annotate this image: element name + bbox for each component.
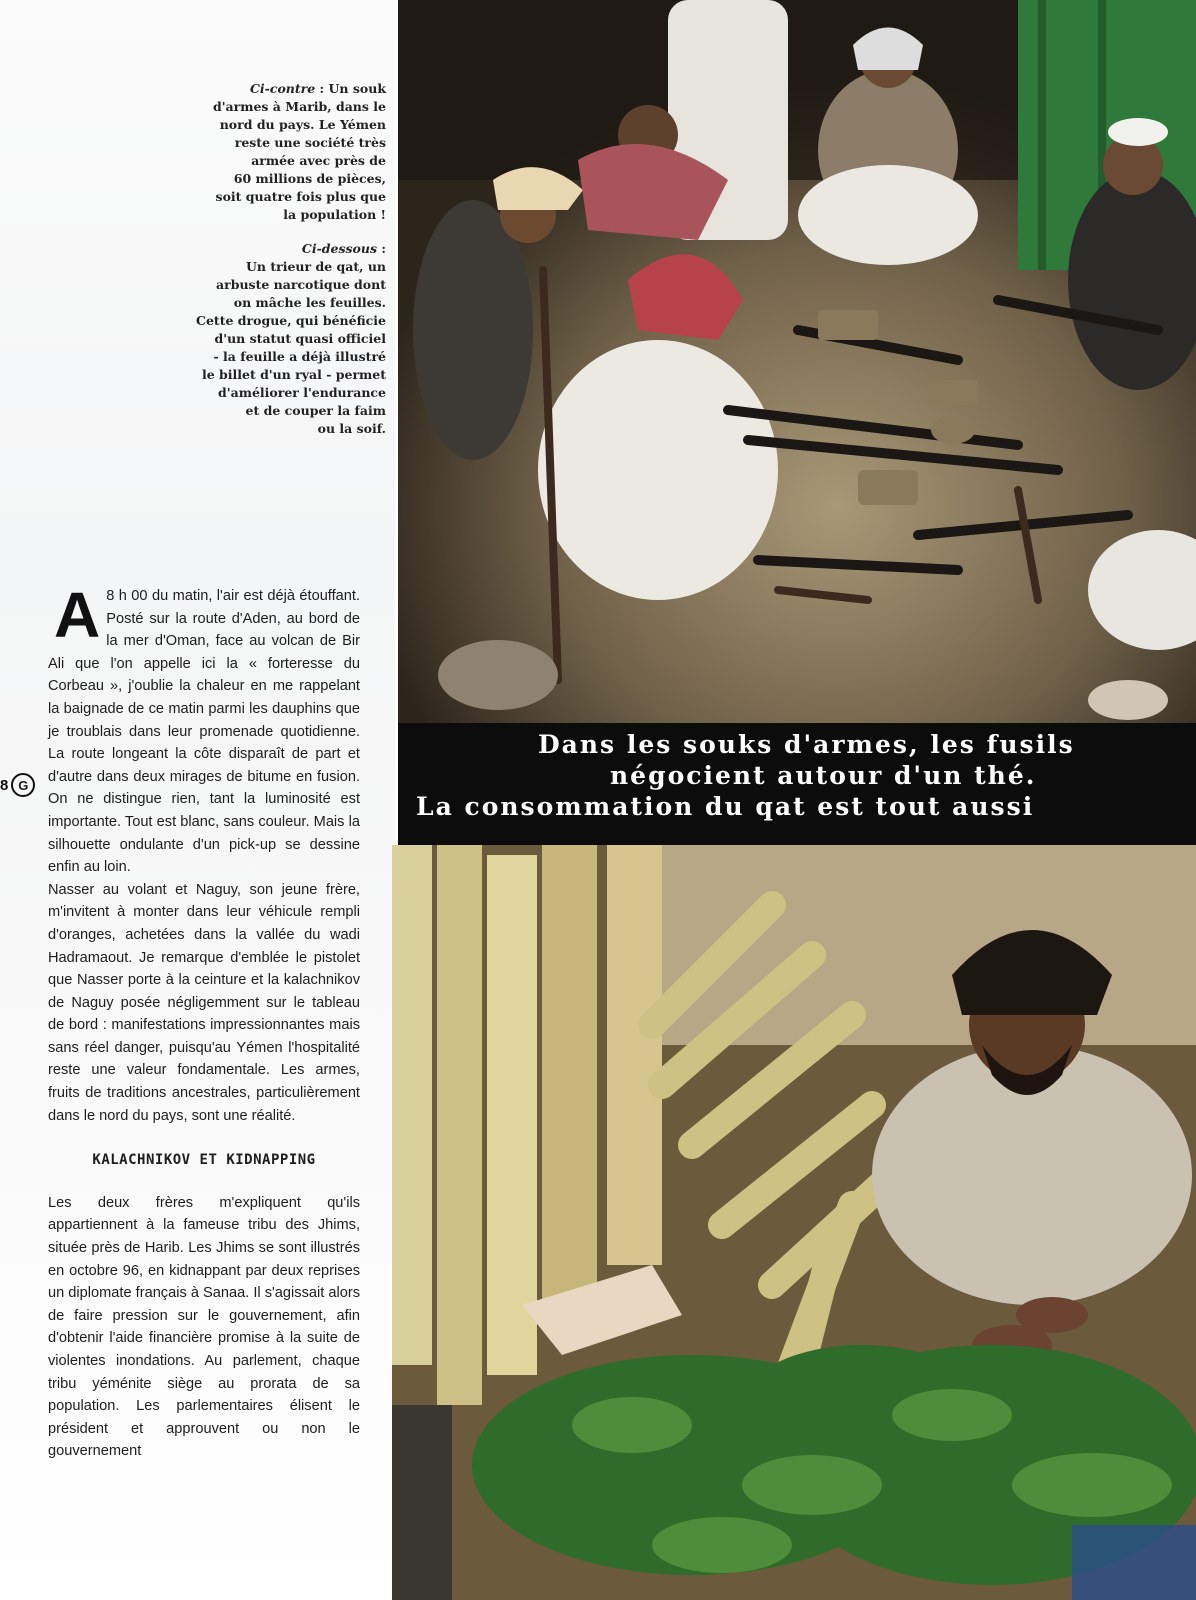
article-body <box>48 579 360 1463</box>
caption-bottom-lead: Ci-dessous <box>301 241 378 256</box>
qat-sorter-illustration <box>392 845 1196 1600</box>
page-marker <box>0 774 35 796</box>
caption-top-lead: Ci-contre <box>249 81 316 96</box>
photo-arms-souk <box>398 0 1196 723</box>
caption-bottom-colon: : <box>377 241 386 256</box>
caption-top-text: : Un souk d'armes à Marib, dans le nord du pays. Le Yémen reste une société très armée avec près de 60 millions de pièces, soit quatre fois plus que la population ! <box>212 81 386 222</box>
page-number: 8 <box>0 776 9 794</box>
magazine-logo-icon: G <box>11 773 35 797</box>
article-paragraph-3: Les deux frères m'expliquent qu'ils appartiennent à la fameuse tribu des Jhims, située près de Harib. Les Jhims se sont illustrés en octobre 96, en kidnappant par deux reprises un diplomate français à Sanaa. Il s'agissait alors de faire pression sur le gouvernement, afin d'obtenir l'aide financière promise à la suite de violentes inondations. Au parlement, chaque tribu yéménite siège au prorata de sa population. Les parlementaires élisent le président et approuvent ou non le gouvernement <box>48 1194 360 1460</box>
section-subheading: KALACHNIKOV ET KIDNAPPING <box>92 1152 316 1169</box>
arms-souk-illustration <box>398 0 1196 723</box>
drop-cap: A <box>54 579 101 651</box>
article-paragraph-1 <box>48 579 360 879</box>
caption-bottom <box>126 240 386 438</box>
photo-captions <box>126 80 386 454</box>
photo-qat-sorter <box>392 845 1196 1600</box>
caption-bottom-text: Un trieur de qat, un arbuste narcotique dont on mâche les feuilles. Cette drogue, qui bénéficie d'un statut quasi officiel - la feuille a déjà illustré le billet d'un ryal - permet d'améliorer l'endurance et de couper la faim ou la soif. <box>196 259 386 436</box>
banner-line-1: Dans les souks d'armes, les fusils <box>538 730 1075 759</box>
photo-banner <box>398 723 1196 845</box>
article-paragraph-2: Nasser au volant et Naguy, son jeune frère, m'invitent à monter dans leur véhicule rempli d'oranges, achetées dans la vallée du wadi Hadramaout. Je remarque d'emblée le pistolet que Nasser porte à la ceinture et la kalachnikov de Naguy posée négligemment sur le tableau de bord : manifestations impressionnantes mais sans réel danger, puisqu'au Yémen l'hospitalité reste une valeur fondamentale. Les armes, fruits de traditions ancestrales, particulièrement dans le nord du pays, sont une réalité. <box>48 881 360 1124</box>
paragraph-1-text: 8 h 00 du matin, l'air est déjà étouffant. Posté sur la route d'Aden, au bord de la mer d'Oman, face au volcan de Bir Ali que l'on appelle ici la « forteresse du Corbeau », j'oublie la chaleur en me rappelant la baignade de ce matin parmi les dauphins que je troublais dans leur promenade quotidienne. La route longeant la côte disparaît de part et d'autre dans deux mirages de bitume en fusion. On ne distingue rien, tant la luminosité est importante. Tout est blanc, sans couleur. Mais la silhouette ondulante d'un pick-up se dessine enfin au loin. <box>48 588 360 876</box>
banner-line-2: négocient autour d'un thé. <box>610 761 1037 790</box>
banner-line-3: La consommation du qat est tout aussi <box>416 792 1035 821</box>
caption-top <box>126 80 386 224</box>
